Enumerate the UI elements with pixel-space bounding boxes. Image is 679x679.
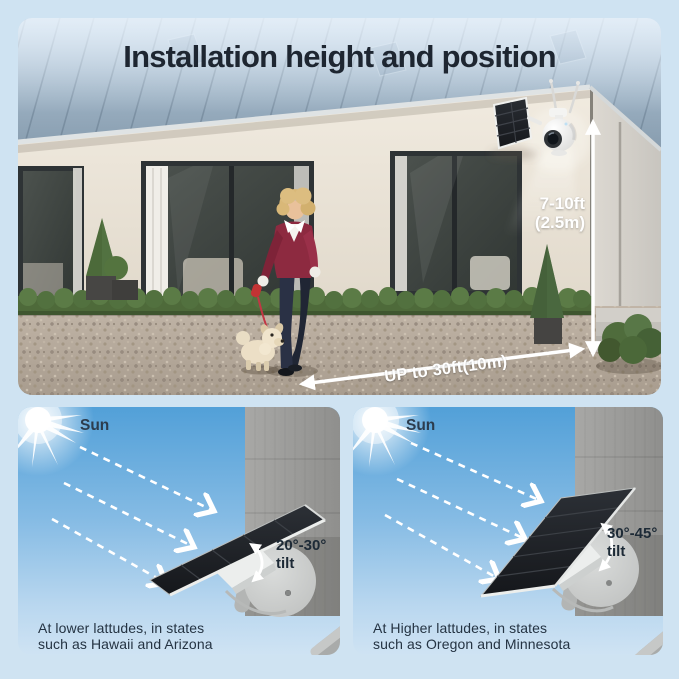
low-latitude-panel xyxy=(18,407,340,655)
latitude-caption xyxy=(373,621,570,652)
tilt-word: tilt xyxy=(607,543,626,560)
tilt-range: 30°-45° xyxy=(607,525,658,542)
window-left xyxy=(18,166,84,306)
latitude-caption xyxy=(38,621,213,652)
installation-scene-panel xyxy=(18,18,661,395)
height-annotation xyxy=(535,194,585,232)
tilt-word: tilt xyxy=(276,555,295,572)
caption-line1: At lower lattudes, in states xyxy=(38,620,205,636)
window-right xyxy=(390,151,522,296)
page-title: Installation height and position xyxy=(123,39,556,74)
height-line2: (2.5m) xyxy=(534,213,585,232)
low-tilt-art xyxy=(18,407,340,655)
caption-line1: At Higher lattudes, in states xyxy=(373,620,548,636)
height-line1: 7-10ft xyxy=(539,194,585,213)
sun-label: Sun xyxy=(80,417,110,434)
caption-line2: such as Oregon and Minnesota xyxy=(373,635,571,652)
tilt-annotation xyxy=(276,537,326,573)
sun-label: Sun xyxy=(406,417,436,434)
caption-line2: such as Hawaii and Arizona xyxy=(38,635,213,652)
tilt-annotation xyxy=(607,525,657,561)
high-latitude-panel xyxy=(353,407,663,655)
distance-annotation: UP to 30ft(10m) xyxy=(383,352,509,386)
tilt-range: 20°-30° xyxy=(276,537,327,554)
